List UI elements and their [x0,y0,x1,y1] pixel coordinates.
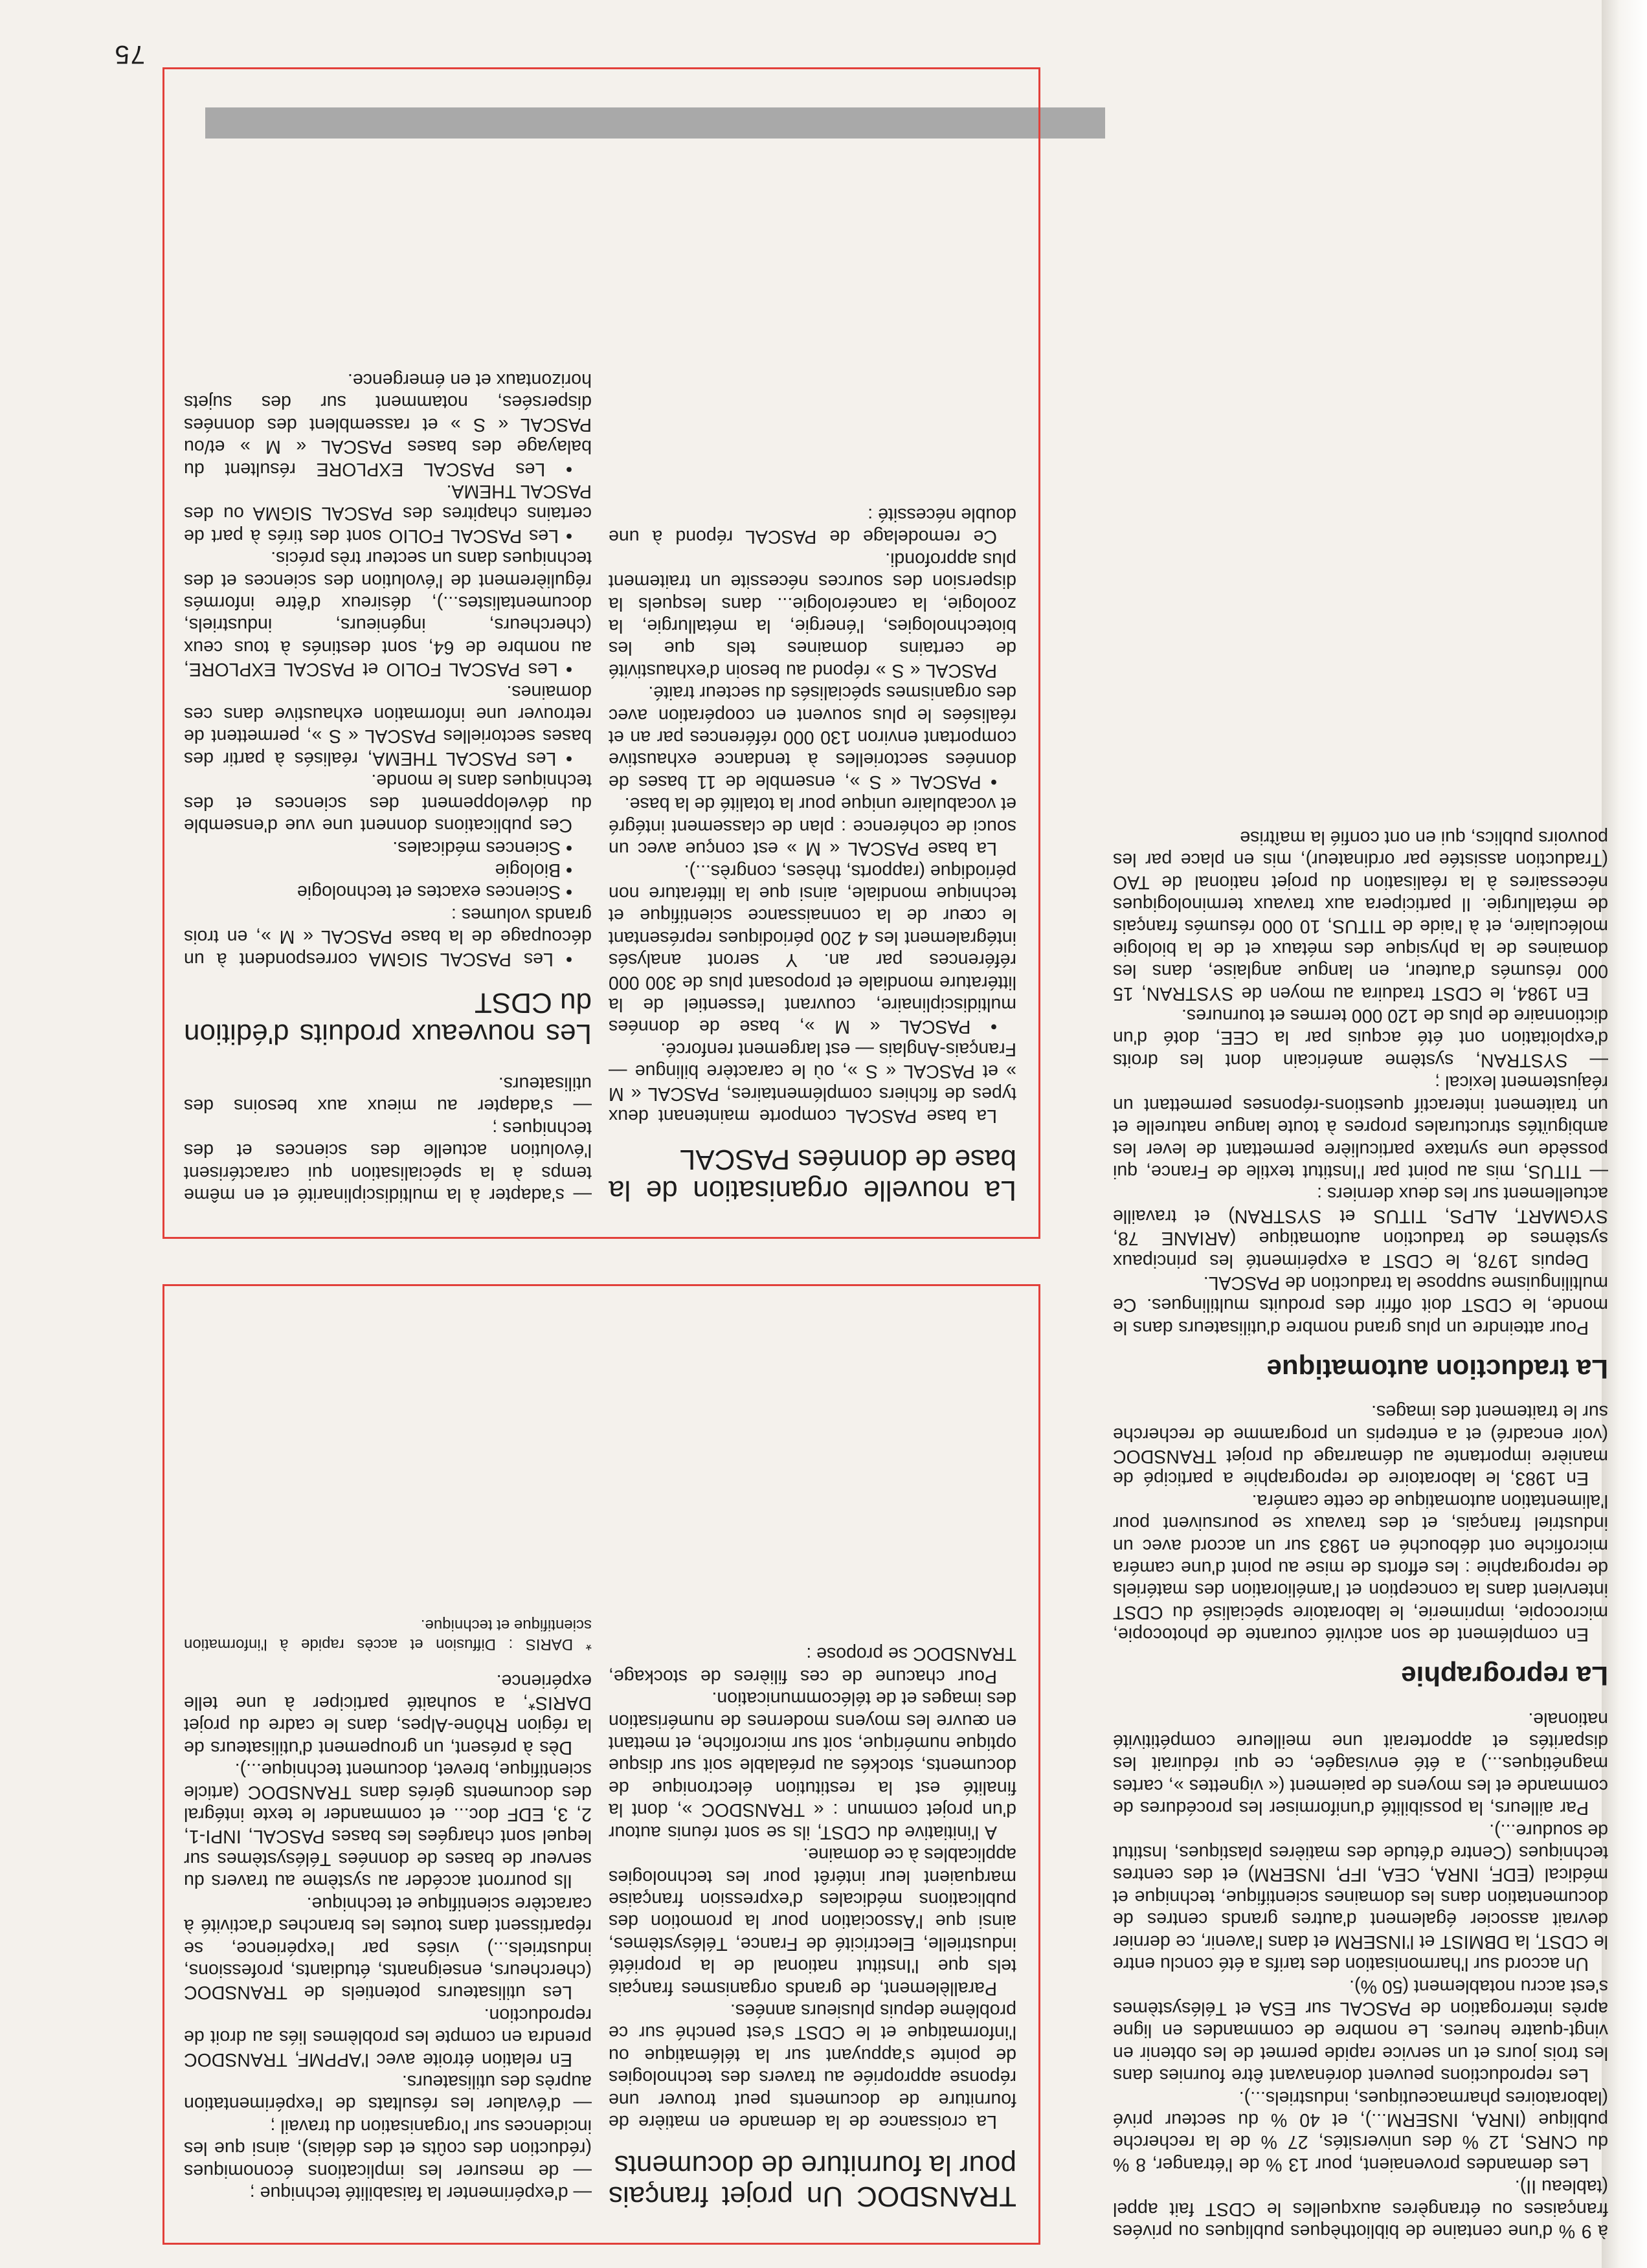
paragraph: PASCAL « S » répond au besoin d'exhaustivité de certains domaines tels que les biotechnologies, l'énergie, la métallurgie, la zoologie, la cancérologie... dans lesquels la dispersion des sources nécessite un traitement plus approfondi. [609,548,1016,681]
paragraph: • Biologie [495,859,572,880]
transdoc-title: TRANSDOC Un projet français pour la fourniture de documents [609,2150,1016,2212]
heading-traduction: La traduction automatique [1266,1353,1608,1384]
paragraph: — SYSTRAN, système américain dont les droits d'exploitation ont été acquis par la CEE, doté d'un dictionnaire de plus de 120 000 termes et tournures. [1113,1005,1608,1071]
paragraph: En 1983, le laboratoire de reprographie a participé de manière importante au démarrage du projet TRANSDOC (voir encadré) et a entrepris un programme de recherche sur le traitement des images. [1113,1401,1608,1489]
paragraph: En relation étroite avec l'APPMF, TRANSDOC prendra en compte les problèmes liés au droit de reproduction. [184,2004,592,2070]
paragraph: Dès à présent, un groupement d'utilisateurs de la région Rhône-Alpes, dans le cadre du projet DARIS*, a souhaité participer à une telle expérience. [184,1670,592,1758]
paragraph: Les reproductions peuvent dorénavant être fournies dans les trois jours et un service rapide permet de les obtenir en vingt-quatre heures. Le nombre de commandes en ligne après interrogation de PASCAL sur ESA et Télésystèmes s'est accru notablement (50 %). [1113,1975,1608,2086]
paragraph: La base PASCAL comporte maintenant deux types de fichiers complémentaires, PASCAL « M » et PASCAL « S », où le caractère bilingue — Français-Anglais — est largement renforcé. [609,1038,1016,1126]
pascal-col-2 [184,369,592,1206]
paragraph: Pour chacune de ces filières de stockage, TRANSDOC se propose : [609,1643,1016,1687]
paragraph: Pour atteindre un plus grand nombre d'utilisateurs dans le monde, le CDST doit offrir des produits multilingues. Ce multilinguisme suppose la traduction de PASCAL. [1113,1272,1608,1338]
paragraph: — s'adapter à la multidisciplinarité et en même temps à la spécialisation qui caractérisent l'évolution actuelle des sciences et des techniques ; [184,1117,592,1205]
pascal-title: La nouvelle organisation de la base de données PASCAL [609,1144,1016,1206]
paragraph: La base PASCAL « M » est conçue avec un souci de cohérence : plan de classement intégré et vocabulaire unique pour la totalité de la base. [609,794,1016,860]
paragraph: Ce remodelage de PASCAL répond à une double nécessité : [609,504,1016,548]
paragraph: Ils pourront accéder au système au travers du serveur de bases de données Télésystèmes sur lequel sont chargées les bases PASCAL, INPI-1, 2, 3, EDF doc... et commander le texte intégral des documents gérés dans TRANSDOC (article scientifique, brevet, document technique...). [184,1759,592,1892]
footnote: * DARIS : Diffusion et accès rapide à l'information scientifique et technique. [184,1616,592,1654]
transdoc-box [162,1284,1040,2245]
paragraph: • PASCAL « S », ensemble de 11 bases de données sectorielles à tendance exhaustive comportant environ 130 000 références par an et réalisées le plus souvent en coopération avec des organismes spécialisés du secteur traité. [609,682,1016,792]
transdoc-col-2 [184,1615,592,2204]
paragraph: La croissance de la demande en matière de fourniture de documents peut trouver une réponse appropriée au travers des technologies de pointe s'appuyant sur la télématique ou l'informatique et le CDST s'est penché sur ce problème depuis plusieurs années. [609,1999,1016,2132]
paragraph: — s'adapter au mieux aux besoins des utilisateurs. [184,1073,592,1117]
paragraph: A l'initiative du CDST, ils se sont réunis autour d'un projet commun : « TRANSDOC », dont la finalité est la restitution électronique de documents, stockés au préalable soit sur disque optique numérique, soit sur microfiche, et mettant en œuvre les moyens modernes de numérisation des images et de télécommunication. [609,1688,1016,1843]
paragraph: En 1984, le CDST traduira au moyen de SYSTRAN, 15 000 résumés d'auteur, en langue anglaise, dans les domaines de la physique des métaux et de la biologie moléculaire, et à l'aide de TITUS, 10 000 résumés français de métallurgie. Il participera aux travaux terminologiques nécessaires à la réalisation du projet national de TAO (Traduction assistée par ordinateur), mis en place par les pouvoirs publics, qui en ont confié la maîtrise [1113,827,1608,1004]
pascal-box [162,67,1040,1239]
paragraph: Par ailleurs, la possibilité d'uniformiser les procédures de commande et les moyens de paiement (« vignettes », cartes magnétiques...) a été envisagée, ce qui réduirait les disparités et apporterait une meilleure compétitivité nationale. [1113,1708,1608,1819]
paragraph: — de mesurer les implications économiques (réduction des coûts et des délais), ainsi que les incidences sur l'organisation du travail ; [184,2115,592,2181]
paragraph: — d'évaluer les résultats de l'expérimentation auprès des utilisateurs. [184,2071,592,2115]
paragraph: Les demandes provenaient, pour 13 % de l'étranger, 8 % du CNRS, 12 % des universités, 27 % de la recherche publique (INRA, INSERM...), et 40 % du secteur privé (laboratoires pharmaceutiques, industriels...). [1113,2087,1608,2175]
paragraph: • Les PASCAL SIGMA correspondent à un découpage de la base PASCAL « M », en trois grands volumes : [184,904,592,970]
paragraph: • Les PASCAL EXPLORE résultent du balayage des bases PASCAL « M » et/ou PASCAL « S » et rassemblent des données dispersées, notamment sur des sujets horizontaux et en émergence. [184,370,592,480]
paragraph: • Les PASCAL FOLIO sont des tirés à part de certains chapitres des PASCAL SIGMA ou des PASCAL THEMA. [184,481,592,546]
paragraph: à 9 % d'une centaine de bibliothèques publiques ou privées françaises ou étrangères auxquelles le CDST fait appel (tableau II). [1113,2176,1608,2241]
paragraph: Parallèlement, de grands organismes français tels que l'Institut national de la propriété industrielle, Electricité de France, Télésystèmes, ainsi que l'Association pour la promotion des publications médicales d'expression française marquaient leur intérêt pour les technologies applicables à ce domaine. [609,1844,1016,1999]
transdoc-col-1 [609,1643,1016,2212]
pascal-col-1 [609,504,1016,1206]
paragraph: Depuis 1978, le CDST a expérimenté les principaux systèmes de traduction automatique (ARIANE 78, SYGMART, ALPS, TITUS et SYSTRAN) et travaille actuellement sur les deux derniers : [1113,1183,1608,1271]
paragraph: Ces publications donnent une vue d'ensemble du développement des sciences et des techniques dans le monde. [184,770,592,836]
paragraph: — d'expérimenter la faisabilité technique ; [249,2183,592,2203]
page-number: 75 [113,40,145,69]
paragraph: • Sciences médicales. [392,837,572,858]
paragraph: • Les PASCAL THEMA, réalisés à partir des bases sectorielles PASCAL « S », permettent de retrouver une information exhaustive dans ces domaines. [184,681,592,769]
paragraph: • Sciences exactes et technologie [297,882,572,903]
paragraph: Un accord sur l'harmonisation des tarifs a été conclu entre le CDST, la DBMIST et l'INSERM et dans l'avenir, ce dernier devrait associer également d'autres grands centres de documentation dans les domaines scientifique, technique et médical (EDF, INRA, CEA, IFP, INSERM) et des centres techniques (Centre d'étude des matières plastiques, Institut de soudure...). [1113,1819,1608,1975]
main-text-column [1113,826,1608,2242]
paragraph: • Les PASCAL FOLIO et PASCAL EXPLORE, au nombre de 64, sont destinés à tous ceux (chercheurs, ingénieurs, industriels, documentalistes...), désireux d'être informés régulièrement de l'évolution des sciences et des techniques dans un secteur très précis. [184,548,592,680]
heading-reprographie: La reprographie [1401,1661,1608,1692]
paragraph: — TITUS, mis au point par l'Institut textile de France, qui possède une syntaxe particulière permettant de lever les ambiguïtés structurales propres à toute langue naturelle et un traitement interactif questions-réponses permettant un réajustement lexical ; [1113,1072,1608,1182]
paragraph: Les utilisateurs potentiels de TRANSDOC (chercheurs, enseignants, étudiants, professions, industriels...) visés par l'expérience, se répartissent dans toutes les branches d'activité à caractère scientifique et technique. [184,1893,592,2003]
pascal-subheading: Les nouveaux produits d'édition du CDST [184,986,592,1050]
paragraph: En complément de son activité courante de photocopie, microcopie, imprimerie, le laboratoire spécialisé du CDST intervient dans la conception et l'amélioration des matériels de reprographie : les efforts de mise au point d'une caméra microfiche ont débouché en 1983 sur un accord avec un industriel français, et des travaux se poursuivent pour l'alimentation automatique de cette caméra. [1113,1490,1608,1645]
paragraph: • PASCAL « M », base de données multidisciplinaire, couvrant l'essentiel de la littérature mondiale et proposant plus de 300 000 références par an. Y seront analysés intégralement les 4 200 périodiques représentant le cœur de la connaissance scientifique et technique mondiale, ainsi que la littérature non périodique (rapports, thèses, congrès...). [609,860,1016,1038]
